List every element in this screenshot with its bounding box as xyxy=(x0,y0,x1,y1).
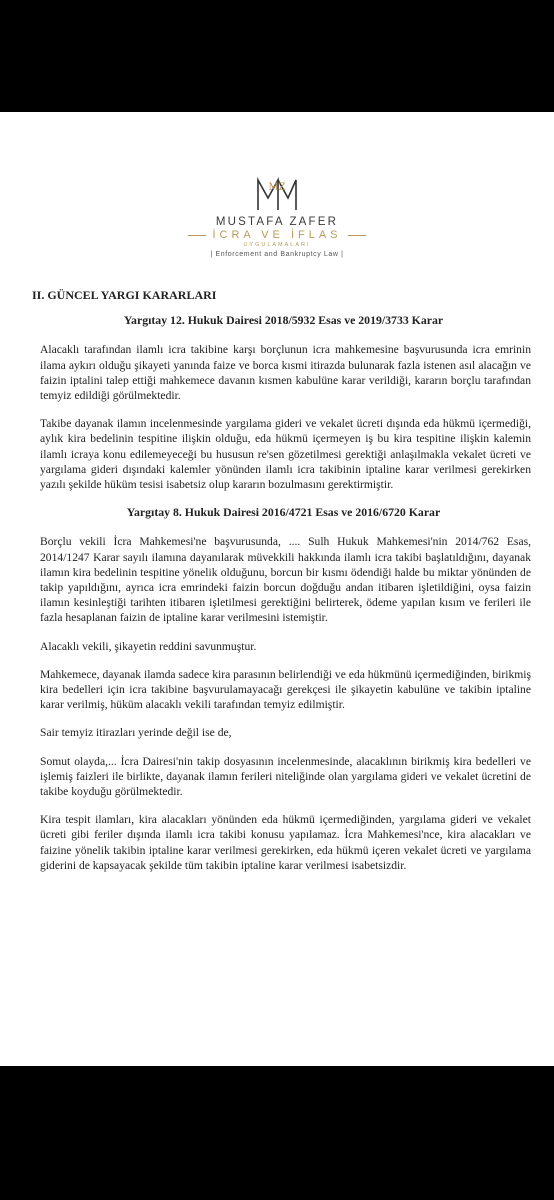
brand-tagline: | Enforcement and Bankruptcy Law | xyxy=(210,251,344,258)
brand-name: MUSTAFA ZAFER xyxy=(215,216,339,228)
document-page xyxy=(0,112,554,1066)
paragraph: Alacaklı tarafından ilamlı icra takibine karşı borçlunun icra mahkemesine başvurusunda icra emrinin ilama aykırı olduğu şikayeti yanında faize ve borca kısmi itirazda bulunarak fazla istenen asıl alacağın ve faizin iptalini talep ettiği mahkemece davanın kısmen kabulüne karar verildiği, kararın borçlu tarafından temyiz edildiği görülmektedir. xyxy=(40,343,531,403)
brand-subtitle-2: UYGULAMALARI xyxy=(243,242,311,248)
law-firm-logo xyxy=(0,174,554,258)
divider xyxy=(188,235,206,236)
monogram-text: MZ xyxy=(268,182,286,193)
brand-subtitle-text: İCRA VE İFLAS xyxy=(212,229,342,241)
decision-title: Yargıtay 12. Hukuk Dairesi 2018/5932 Esas ve 2019/3733 Karar xyxy=(123,313,444,328)
paragraph: Takibe dayanak ilamın incelenmesinde yargılama gideri ve vekalet ücreti dışında eda hükmü içermediği, aylık kira bedelinin tespitine ilişkin olduğu, eda hükmü içermeyen iş bu kira tespitine ilişkin kalemin ilamlı icraya konu edilemeyeceği bu hususun re'sen gözetilmesi gerektiği anlaşılmakla vekalet ücreti ve yargılama gideri dışındaki kalemler yönünden ilamlı icra takibinin iptaline karar verilmesi gerekirken yazılı şekilde hüküm tesisi isabetsiz olup kararın bozulmasını gerektirmiştir. xyxy=(40,417,531,492)
document-body xyxy=(32,288,535,886)
paragraph: Alacaklı vekili, şikayetin reddini savunmuştur. xyxy=(40,639,257,653)
paragraph: Sair temyiz itirazları yerinde değil ise de, xyxy=(40,726,232,740)
brand-subtitle xyxy=(0,229,554,241)
decision-title: Yargıtay 8. Hukuk Dairesi 2016/4721 Esas ve 2016/6720 Karar xyxy=(126,505,441,520)
divider xyxy=(348,235,366,236)
paragraph: Somut olayda,... İcra Dairesi'nin takip dosyasının incelenmesinde, alacaklının birikmiş kira bedelleri ve işlemiş faizleri ile birlikte, dayanak ilamın ferileri niteliğinde olan yargılama gideri ve vekalet ücretini de takibe koyduğu görülmektedir. xyxy=(40,754,531,799)
paragraph: Kira tespit ilamları, kira alacakları yönünden eda hükmü içermediğinden, yargılama gideri ve vekalet ücreti gibi feriler dışında ilamlı icra takibi konusu yapılamaz. İcra Mahkemesi'nce, kira alacakları ve faizine yönelik takibin iptaline karar verilmesi gerekirken, eda hükmü içeren vekalet ücreti ve yargılama giderini de kapsayacak şekilde tüm takibin iptaline karar verilmesi isabetsizdir. xyxy=(40,813,531,872)
paragraph: Borçlu vekili İcra Mahkemesi'ne başvurusunda, .... Sulh Hukuk Mahkemesi'nin 2014/762 Esas, 2014/1247 Karar sayılı ilamına dayanılarak müvekkili hakkında ilamlı icra takibi başlatıldığını, dayanak ilamın kira bedelinin tespitine yönelik olduğunu, borcun bir kısmı ödendiği halde bu miktar yönünden de takip yapıldığını, ayrıca icra emrindeki faizin borcun doğduğu andan itibaren işletildiğini, oysa faizin ilamın kesinleştiği tarihten itibaren işletilmesi gerektiğini belirterek, ödeme yapılan kısım ve ferileri ile fazla hesaplanan faizin de iptaline karar verilmesini istemiştir. xyxy=(40,535,531,625)
paragraph: Mahkemece, dayanak ilamda sadece kira parasının belirlendiği ve eda hükmünü içermediğinden, birikmiş kira bedelleri için icra takibine başvurulamayacağı gerekçesi ile şikayetin kabulüne ve takibin iptaline karar verilmiş, hüküm alacaklı vekili tarafından temyiz edilmiştir. xyxy=(40,667,531,712)
section-title: II. GÜNCEL YARGI KARARLARI xyxy=(32,288,217,302)
monogram-logo-icon xyxy=(254,174,300,214)
